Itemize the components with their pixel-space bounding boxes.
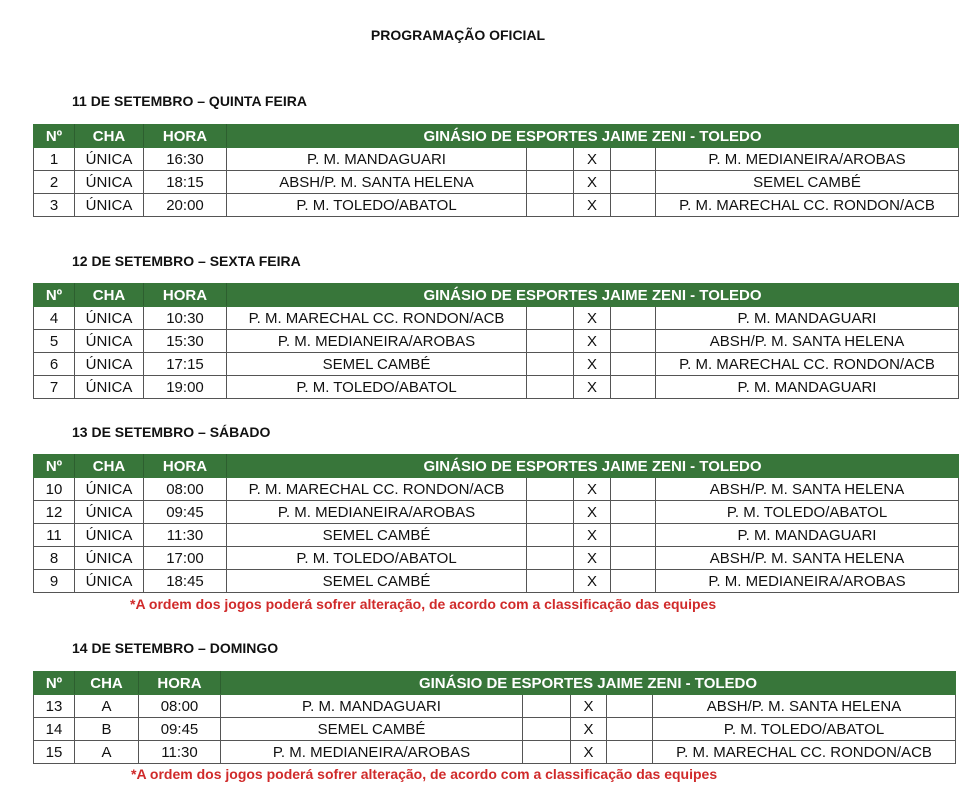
cell-home: SEMEL CAMBÉ [227,353,527,376]
header-hora: HORA [144,284,227,307]
cell-empty [611,353,656,376]
cell-empty [607,718,653,741]
header-hora: HORA [144,125,227,148]
cell-away: ABSH/P. M. SANTA HELENA [653,695,956,718]
cell-cha: ÚNICA [75,376,144,399]
cell-hora: 09:45 [144,501,227,524]
cell-vs: X [574,330,611,353]
table-row [34,171,959,194]
table-row [34,741,956,764]
header-venue: GINÁSIO DE ESPORTES JAIME ZENI - TOLEDO [221,672,956,695]
cell-empty [611,194,656,217]
header-num: Nº [34,125,75,148]
cell-num: 5 [34,330,75,353]
cell-home: P. M. MEDIANEIRA/AROBAS [227,330,527,353]
cell-home: ABSH/P. M. SANTA HELENA [227,171,527,194]
cell-cha: ÚNICA [75,570,144,593]
cell-vs: X [574,307,611,330]
cell-empty [523,718,571,741]
cell-empty [527,148,574,171]
cell-home: P. M. MARECHAL CC. RONDON/ACB [227,478,527,501]
cell-hora: 19:00 [144,376,227,399]
cell-cha: ÚNICA [75,171,144,194]
header-cha: CHA [75,672,139,695]
day-heading: 14 DE SETEMBRO – DOMINGO [72,640,279,656]
cell-hora: 15:30 [144,330,227,353]
cell-vs: X [574,501,611,524]
cell-num: 2 [34,171,75,194]
cell-vs: X [574,353,611,376]
header-cha: CHA [75,125,144,148]
header-num: Nº [34,455,75,478]
cell-vs: X [571,695,607,718]
cell-home: P. M. TOLEDO/ABATOL [227,547,527,570]
cell-num: 9 [34,570,75,593]
cell-away: P. M. TOLEDO/ABATOL [656,501,959,524]
cell-cha: A [75,695,139,718]
schedule-table [33,454,959,593]
cell-vs: X [574,171,611,194]
header-cha: CHA [75,455,144,478]
cell-num: 6 [34,353,75,376]
cell-vs: X [571,718,607,741]
cell-empty [527,376,574,399]
table-row [34,194,959,217]
cell-cha: ÚNICA [75,478,144,501]
cell-num: 13 [34,695,75,718]
cell-home: SEMEL CAMBÉ [221,718,523,741]
cell-hora: 16:30 [144,148,227,171]
cell-empty [527,524,574,547]
cell-away: ABSH/P. M. SANTA HELENA [656,478,959,501]
header-cha: CHA [75,284,144,307]
header-venue: GINÁSIO DE ESPORTES JAIME ZENI - TOLEDO [227,284,959,307]
cell-hora: 18:15 [144,171,227,194]
cell-hora: 11:30 [144,524,227,547]
cell-home: P. M. MANDAGUARI [221,695,523,718]
cell-hora: 17:00 [144,547,227,570]
cell-empty [527,353,574,376]
table-row [34,353,959,376]
day-heading: 13 DE SETEMBRO – SÁBADO [72,424,271,440]
table-row [34,718,956,741]
cell-empty [611,307,656,330]
page-title: PROGRAMAÇÃO OFICIAL [370,27,546,43]
cell-away: ABSH/P. M. SANTA HELENA [656,330,959,353]
cell-hora: 08:00 [139,695,221,718]
cell-vs: X [574,570,611,593]
cell-vs: X [574,194,611,217]
cell-empty [611,570,656,593]
cell-home: P. M. MEDIANEIRA/AROBAS [221,741,523,764]
cell-cha: ÚNICA [75,501,144,524]
cell-empty [527,171,574,194]
cell-empty [607,695,653,718]
header-hora: HORA [144,455,227,478]
order-change-note: *A ordem dos jogos poderá sofrer alteração, de acordo com a classificação das equipes [131,766,718,782]
cell-empty [611,171,656,194]
cell-empty [611,501,656,524]
cell-vs: X [574,478,611,501]
cell-home: P. M. MARECHAL CC. RONDON/ACB [227,307,527,330]
cell-num: 7 [34,376,75,399]
cell-empty [611,478,656,501]
header-num: Nº [34,284,75,307]
cell-num: 1 [34,148,75,171]
cell-num: 8 [34,547,75,570]
table-row [34,524,959,547]
cell-cha: ÚNICA [75,307,144,330]
day-heading: 11 DE SETEMBRO – QUINTA FEIRA [72,93,307,109]
cell-away: P. M. MEDIANEIRA/AROBAS [656,570,959,593]
cell-num: 15 [34,741,75,764]
cell-num: 14 [34,718,75,741]
cell-away: ABSH/P. M. SANTA HELENA [656,547,959,570]
cell-away: P. M. MARECHAL CC. RONDON/ACB [656,194,959,217]
cell-away: P. M. MANDAGUARI [656,524,959,547]
schedule-table [33,124,959,217]
cell-empty [523,741,571,764]
cell-empty [523,695,571,718]
cell-home: SEMEL CAMBÉ [227,570,527,593]
cell-cha: ÚNICA [75,194,144,217]
cell-away: P. M. TOLEDO/ABATOL [653,718,956,741]
cell-empty [527,501,574,524]
cell-vs: X [574,524,611,547]
cell-hora: 11:30 [139,741,221,764]
table-row [34,570,959,593]
cell-home: SEMEL CAMBÉ [227,524,527,547]
cell-num: 12 [34,501,75,524]
cell-empty [527,570,574,593]
table-row [34,148,959,171]
table-row [34,547,959,570]
header-venue: GINÁSIO DE ESPORTES JAIME ZENI - TOLEDO [227,455,959,478]
cell-empty [527,194,574,217]
schedule-table [33,283,959,399]
cell-home: P. M. TOLEDO/ABATOL [227,194,527,217]
cell-cha: B [75,718,139,741]
cell-cha: ÚNICA [75,547,144,570]
cell-vs: X [571,741,607,764]
cell-num: 10 [34,478,75,501]
cell-hora: 20:00 [144,194,227,217]
cell-away: P. M. MEDIANEIRA/AROBAS [656,148,959,171]
cell-empty [527,307,574,330]
cell-cha: ÚNICA [75,353,144,376]
cell-away: P. M. MANDAGUARI [656,307,959,330]
cell-empty [611,376,656,399]
cell-home: P. M. MANDAGUARI [227,148,527,171]
cell-hora: 18:45 [144,570,227,593]
cell-empty [611,547,656,570]
cell-cha: ÚNICA [75,148,144,171]
cell-away: P. M. MANDAGUARI [656,376,959,399]
cell-cha: ÚNICA [75,330,144,353]
cell-vs: X [574,148,611,171]
cell-empty [607,741,653,764]
table-row [34,478,959,501]
cell-num: 11 [34,524,75,547]
cell-empty [611,148,656,171]
table-row [34,501,959,524]
cell-away: SEMEL CAMBÉ [656,171,959,194]
day-heading: 12 DE SETEMBRO – SEXTA FEIRA [72,253,301,269]
header-num: Nº [34,672,75,695]
cell-num: 4 [34,307,75,330]
header-venue: GINÁSIO DE ESPORTES JAIME ZENI - TOLEDO [227,125,959,148]
table-row [34,307,959,330]
schedule-table [33,671,956,764]
cell-hora: 10:30 [144,307,227,330]
cell-away: P. M. MARECHAL CC. RONDON/ACB [653,741,956,764]
cell-vs: X [574,376,611,399]
cell-num: 3 [34,194,75,217]
cell-home: P. M. MEDIANEIRA/AROBAS [227,501,527,524]
cell-hora: 17:15 [144,353,227,376]
cell-empty [611,524,656,547]
cell-hora: 08:00 [144,478,227,501]
cell-cha: ÚNICA [75,524,144,547]
order-change-note: *A ordem dos jogos poderá sofrer alteração, de acordo com a classificação das equipes [130,596,717,612]
cell-cha: A [75,741,139,764]
cell-hora: 09:45 [139,718,221,741]
cell-vs: X [574,547,611,570]
cell-empty [527,478,574,501]
table-row [34,695,956,718]
cell-empty [527,547,574,570]
header-hora: HORA [139,672,221,695]
table-row [34,376,959,399]
cell-away: P. M. MARECHAL CC. RONDON/ACB [656,353,959,376]
cell-empty [527,330,574,353]
cell-empty [611,330,656,353]
table-row [34,330,959,353]
cell-home: P. M. TOLEDO/ABATOL [227,376,527,399]
